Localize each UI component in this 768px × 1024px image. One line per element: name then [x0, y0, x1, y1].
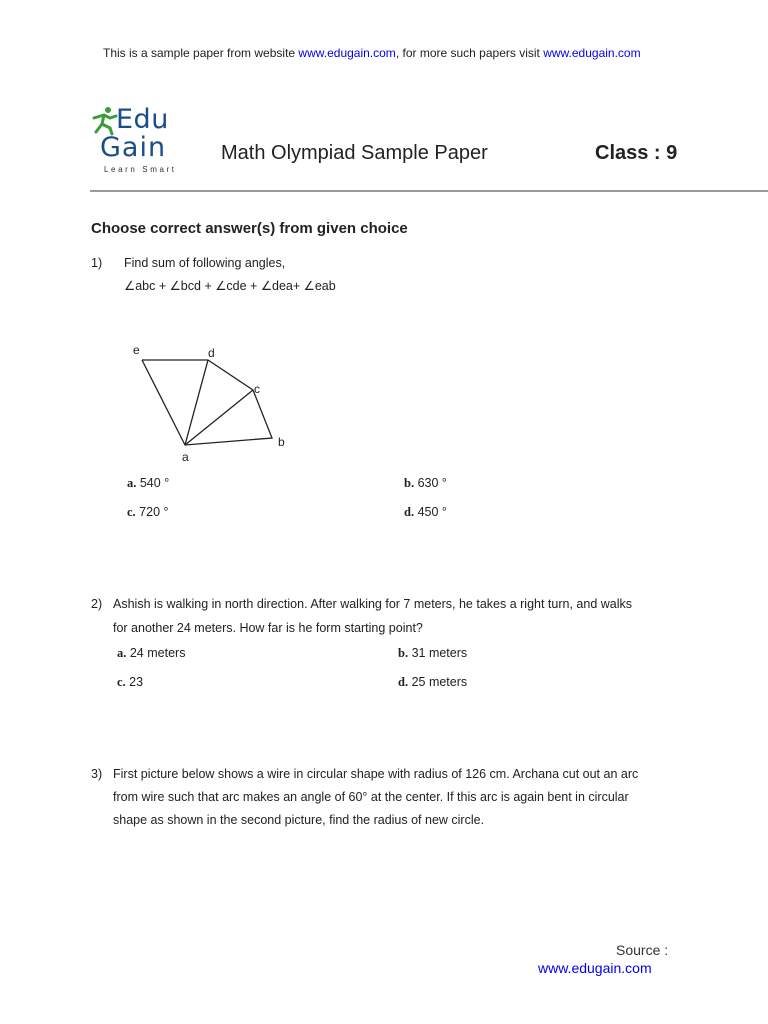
q2-option-c-key: c. — [117, 675, 126, 689]
header-note-mid: , for more such papers visit — [395, 46, 544, 60]
question-1-number: 1) — [91, 256, 103, 270]
q2-option-c[interactable] — [117, 675, 143, 690]
vertex-label-c: c — [254, 382, 260, 396]
question-2-line-1: Ashish is walking in north direction. After walking for 7 meters, he takes a right turn, and walks — [113, 597, 632, 611]
vertex-label-d: d — [208, 346, 215, 360]
header-divider — [90, 190, 768, 192]
edugain-link-1[interactable]: www.edugain.com — [298, 46, 396, 60]
q1-option-b-text: 630 ° — [417, 476, 447, 490]
vertex-label-a: a — [182, 450, 189, 464]
question-3-line-3: shape as shown in the second picture, find the radius of new circle. — [113, 813, 485, 827]
vertex-label-b: b — [278, 435, 285, 449]
source-link[interactable]: www.edugain.com — [538, 960, 652, 976]
question-3-line-2: from wire such that arc makes an angle of 60° at the center. If this arc is again bent in circular — [113, 790, 629, 804]
q2-option-b[interactable] — [398, 646, 467, 661]
q1-option-c[interactable] — [127, 505, 169, 520]
q1-option-b-key: b. — [404, 476, 415, 490]
edugain-link-2[interactable]: www.edugain.com — [543, 46, 641, 60]
question-2-number: 2) — [91, 597, 103, 611]
q1-option-a-key: a. — [127, 476, 137, 490]
pentagon-figure — [120, 338, 300, 468]
q1-option-a[interactable] — [127, 476, 169, 491]
q1-option-d-text: 450 ° — [417, 505, 447, 519]
q2-option-a[interactable] — [117, 646, 185, 661]
q2-option-d-text: 25 meters — [411, 675, 468, 689]
class-label: Class : 9 — [595, 142, 678, 164]
q2-option-d-key: d. — [398, 675, 409, 689]
q1-option-d[interactable] — [404, 505, 447, 520]
q1-option-c-text: 720 ° — [139, 505, 169, 519]
paper-title: Math Olympiad Sample Paper — [221, 142, 488, 164]
question-1-line-2: ∠abc + ∠bcd + ∠cde + ∠dea+ ∠eab — [124, 279, 336, 293]
header-note-prefix: This is a sample paper from website — [103, 46, 299, 60]
source-label: Source : — [616, 942, 669, 958]
q1-option-c-key: c. — [127, 505, 136, 519]
question-1-line-1: Find sum of following angles, — [124, 256, 286, 270]
header-note — [103, 46, 641, 60]
q1-option-d-key: d. — [404, 505, 415, 519]
q2-option-a-text: 24 meters — [129, 646, 186, 660]
question-3-line-1: First picture below shows a wire in circular shape with radius of 126 cm. Archana cut out an arc — [113, 767, 639, 781]
question-3-number: 3) — [91, 767, 103, 781]
question-2-line-2: for another 24 meters. How far is he form starting point? — [113, 621, 423, 635]
q2-option-b-text: 31 meters — [411, 646, 468, 660]
q2-option-d[interactable] — [398, 675, 467, 690]
logo-tagline: Learn Smart — [104, 165, 177, 174]
q2-option-b-key: b. — [398, 646, 409, 660]
edugain-logo — [90, 104, 200, 176]
q1-option-b[interactable] — [404, 476, 447, 491]
logo-edu-text: Edu — [116, 104, 169, 135]
vertex-label-e: e — [133, 343, 140, 357]
logo-gain-text: Gain — [100, 132, 167, 163]
q1-option-a-text: 540 ° — [139, 476, 170, 490]
q2-option-c-text: 23 — [129, 675, 144, 689]
instruction-heading: Choose correct answer(s) from given choice — [91, 220, 408, 237]
q2-option-a-key: a. — [117, 646, 127, 660]
